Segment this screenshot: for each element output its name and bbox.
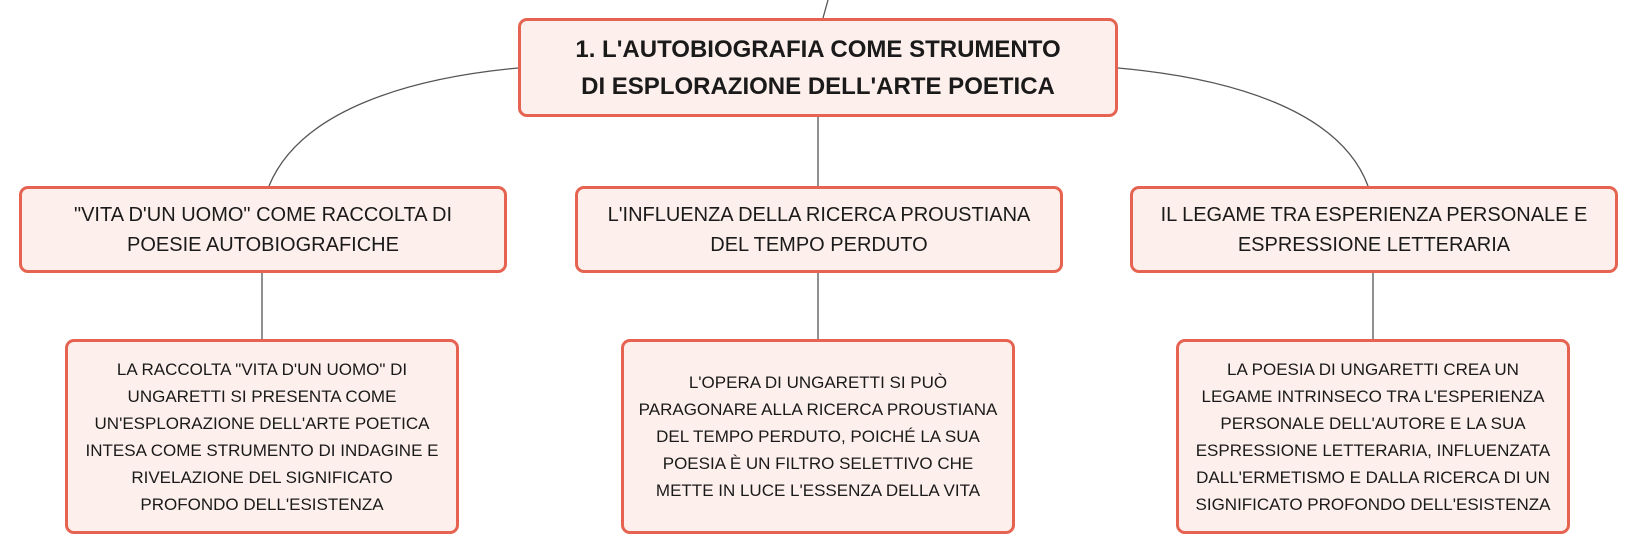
branch-node-2[interactable]: [575, 186, 1063, 273]
detail-node-1[interactable]: [65, 339, 459, 534]
connector-parent-stub: [823, 0, 828, 18]
connector-root-to-branch-3: [1118, 68, 1368, 186]
branch-node-1[interactable]: [19, 186, 507, 273]
detail-text-1: LA RACCOLTA "VITA D'UN UOMO" DI UNGARETTI SI PRESENTA COME UN'ESPLORAZIONE DELL'ARTE POETICA INTESA COME STRUMENTO DI INDAGINE E RIVELAZIONE DEL SIGNIFICATO PROFONDO DELL'ESISTENZA: [85, 359, 439, 514]
branch-label-3: IL LEGAME TRA ESPERIENZA PERSONALE E ESPRESSIONE LETTERARIA: [1160, 203, 1588, 256]
detail-text-2: L'OPERA DI UNGARETTI SI PUÒ PARAGONARE ALLA RICERCA PROUSTIANA DEL TEMPO PERDUTO, POICHÉ LA SUA POESIA È UN FILTRO SELETTIVO CHE METTE IN LUCE L'ESSENZA DELLA VITA: [638, 373, 998, 500]
detail-text-3: LA POESIA DI UNGARETTI CREA UN LEGAME INTRINSECO TRA L'ESPERIENZA PERSONALE DELL'AUTORE E LA SUA ESPRESSIONE LETTERARIA, INFLUENZATA DALL'ERMETISMO E DALLA RICERCA DI UN SIGNIFICATO PROFONDO DELL'ESISTENZA: [1195, 359, 1551, 514]
branch-label-1: "VITA D'UN UOMO" COME RACCOLTA DI POESIE AUTOBIOGRAFICHE: [73, 203, 453, 256]
root-topic-node[interactable]: [518, 18, 1118, 117]
detail-node-3[interactable]: [1176, 339, 1570, 534]
root-topic-label: 1. L'AUTOBIOGRAFIA COME STRUMENTO DI ESPLORAZIONE DELL'ARTE POETICA: [575, 35, 1061, 100]
detail-node-2[interactable]: [621, 339, 1015, 534]
connector-root-to-branch-1: [269, 68, 518, 186]
branch-label-2: L'INFLUENZA DELLA RICERCA PROUSTIANA DEL TEMPO PERDUTO: [607, 203, 1031, 256]
branch-node-3[interactable]: [1130, 186, 1618, 273]
